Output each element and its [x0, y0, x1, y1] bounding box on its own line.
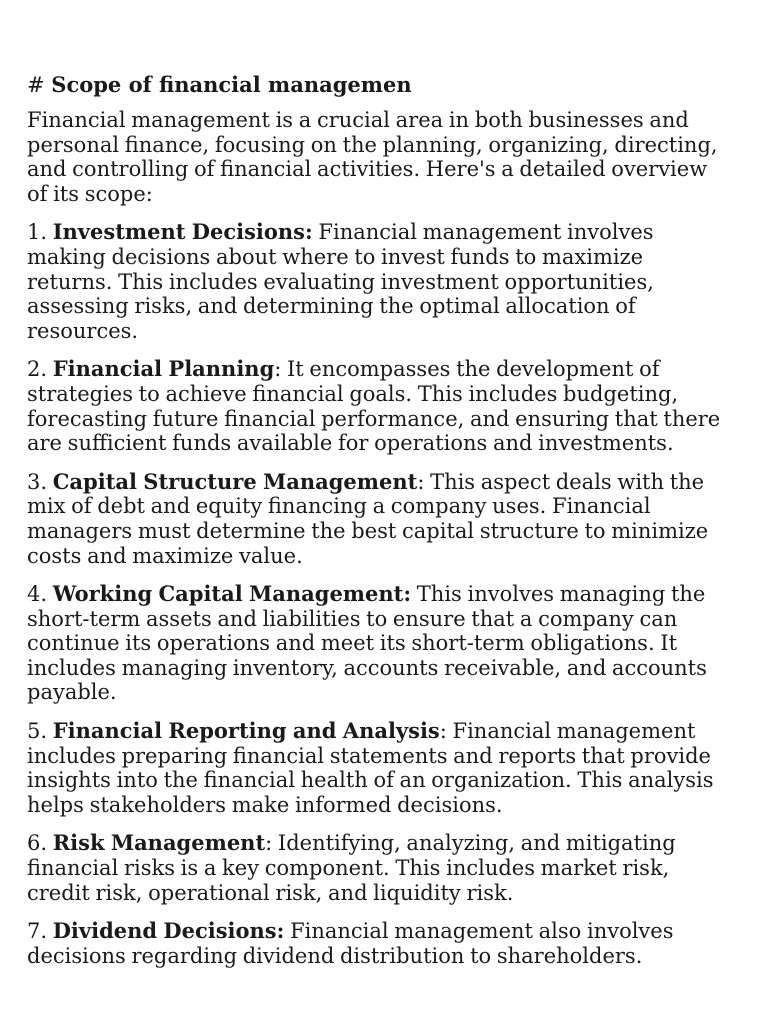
item-term: Working Capital Management: — [52, 581, 412, 607]
list-item — [27, 220, 728, 343]
item-number: 6. — [27, 831, 53, 856]
item-text: This involves managing the short-term assets and liabilities to ensure that a company can continue its operations and meet its short-term obligations. It includes managing inventory, accounts receivable, and accounts payable. — [27, 582, 707, 705]
list-item — [27, 719, 728, 817]
item-number: 3. — [27, 469, 53, 494]
item-number: 4. — [27, 582, 53, 607]
title-text: Scope of financial managemen — [51, 72, 412, 97]
item-term: Dividend Decisions: — [52, 918, 285, 944]
item-number: 1. — [27, 220, 53, 245]
list-item — [27, 831, 728, 905]
list-item — [27, 357, 728, 455]
page-title — [27, 72, 728, 98]
item-text: : This aspect deals with the mix of debt and equity financing a company uses. Financial managers must determine the best capital structure to minimize costs and maximize value. — [27, 469, 709, 568]
item-text: : Identifying, analyzing, and mitigating financial risks is a key component. This includes market risk, credit risk, operational risk, and liquidity risk. — [27, 831, 676, 905]
list-item — [27, 470, 728, 568]
item-number: 7. — [27, 919, 53, 944]
item-number: 2. — [27, 357, 53, 382]
intro-paragraph: Financial management is a crucial area in both businesses and personal finance, focusing on the planning, organizing, directing, and controlling of financial activities. Here's a detailed overview of its scope: — [27, 108, 718, 206]
item-term: Risk Management — [52, 830, 266, 856]
item-term: Financial Reporting and Analysis — [52, 718, 440, 744]
item-text: : It encompasses the development of strategies to achieve financial goals. This includes budgeting, forecasting future financial performance, and ensuring that there are sufficient funds available for operations and investments. — [27, 357, 721, 456]
item-text: Financial management also involves decisions regarding dividend distribution to shareholders. — [27, 919, 674, 968]
item-term: Financial Planning — [52, 356, 275, 382]
item-term: Capital Structure Management — [52, 468, 418, 494]
item-text: Financial management involves making decisions about where to invest funds to maximize returns. This includes evaluating investment opportunities, assessing risks, and determining the optimal allocation of resources. — [27, 220, 654, 343]
list-item — [27, 582, 728, 705]
title-prefix: # — [27, 73, 52, 97]
item-term: Investment Decisions: — [52, 219, 313, 245]
item-text: : Financial management includes preparing financial statements and reports that provide insights into the financial health of an organization. This analysis helps stakeholders make informed decisions. — [27, 719, 714, 817]
item-number: 5. — [27, 719, 53, 744]
list-item — [27, 919, 728, 968]
